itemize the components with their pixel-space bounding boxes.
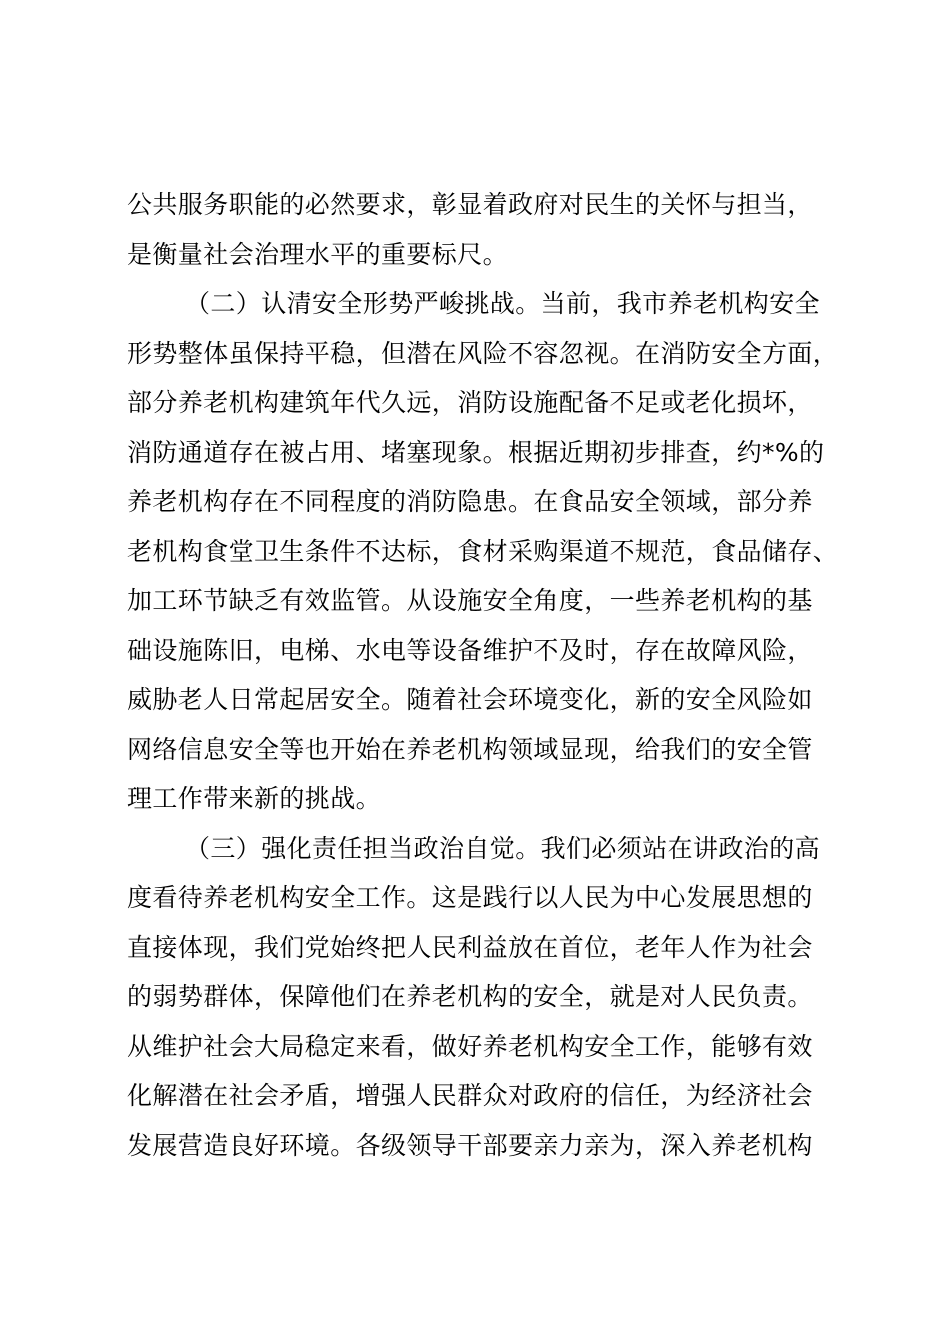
text-line: 的弱势群体，保障他们在养老机构的安全，就是对人民负责。: [127, 982, 813, 1011]
text-line: 直接体现，我们党始终把人民利益放在首位，老年人作为社会: [127, 932, 813, 962]
section-heading-line: （三）强化责任担当政治自觉。我们必须站在讲政治的高: [185, 833, 821, 863]
text-line: 养老机构存在不同程度的消防隐患。在食品安全领域，部分养: [127, 487, 813, 516]
text-line: 老机构食堂卫生条件不达标，食材采购渠道不规范，食品储存、: [127, 536, 839, 566]
text-line: 部分养老机构建筑年代久远，消防设施配备不足或老化损坏，: [127, 388, 813, 417]
paragraph-continuation: [127, 180, 867, 279]
text-line: 形势整体虽保持平稳，但潜在风险不容忽视。在消防安全方面，: [127, 338, 839, 368]
paragraph-section-3: [127, 824, 867, 1171]
text-line: 度看待养老机构安全工作。这是践行以人民为中心发展思想的: [127, 883, 813, 912]
text-line: 理工作带来新的挑战。: [127, 784, 382, 813]
text-line: 公共服务职能的必然要求，彰显着政府对民生的关怀与担当，: [127, 190, 813, 219]
body-text: [127, 180, 867, 1170]
text-line: 化解潜在社会矛盾，增强人民群众对政府的信任，为经济社会: [127, 1081, 813, 1110]
text-line: 从维护社会大局稳定来看，做好养老机构安全工作，能够有效: [127, 1031, 813, 1061]
text-line: 加工环节缺乏有效监管。从设施安全角度，一些养老机构的基: [127, 586, 813, 615]
text-line: 是衡量社会治理水平的重要标尺。: [127, 239, 509, 269]
text-line: 网络信息安全等也开始在养老机构领域显现，给我们的安全管: [127, 734, 813, 764]
section-heading-line: （二）认清安全形势严峻挑战。当前，我市养老机构安全: [185, 289, 821, 318]
text-line: 消防通道存在被占用、堵塞现象。根据近期初步排查，约*%的: [127, 437, 825, 467]
text-line: 础设施陈旧，电梯、水电等设备维护不及时，存在故障风险，: [127, 635, 813, 665]
paragraph-section-2: [127, 279, 867, 824]
text-line: 威胁老人日常起居安全。随着社会环境变化，新的安全风险如: [127, 685, 813, 714]
text-line: 发展营造良好环境。各级领导干部要亲力亲为，深入养老机构: [127, 1130, 813, 1160]
